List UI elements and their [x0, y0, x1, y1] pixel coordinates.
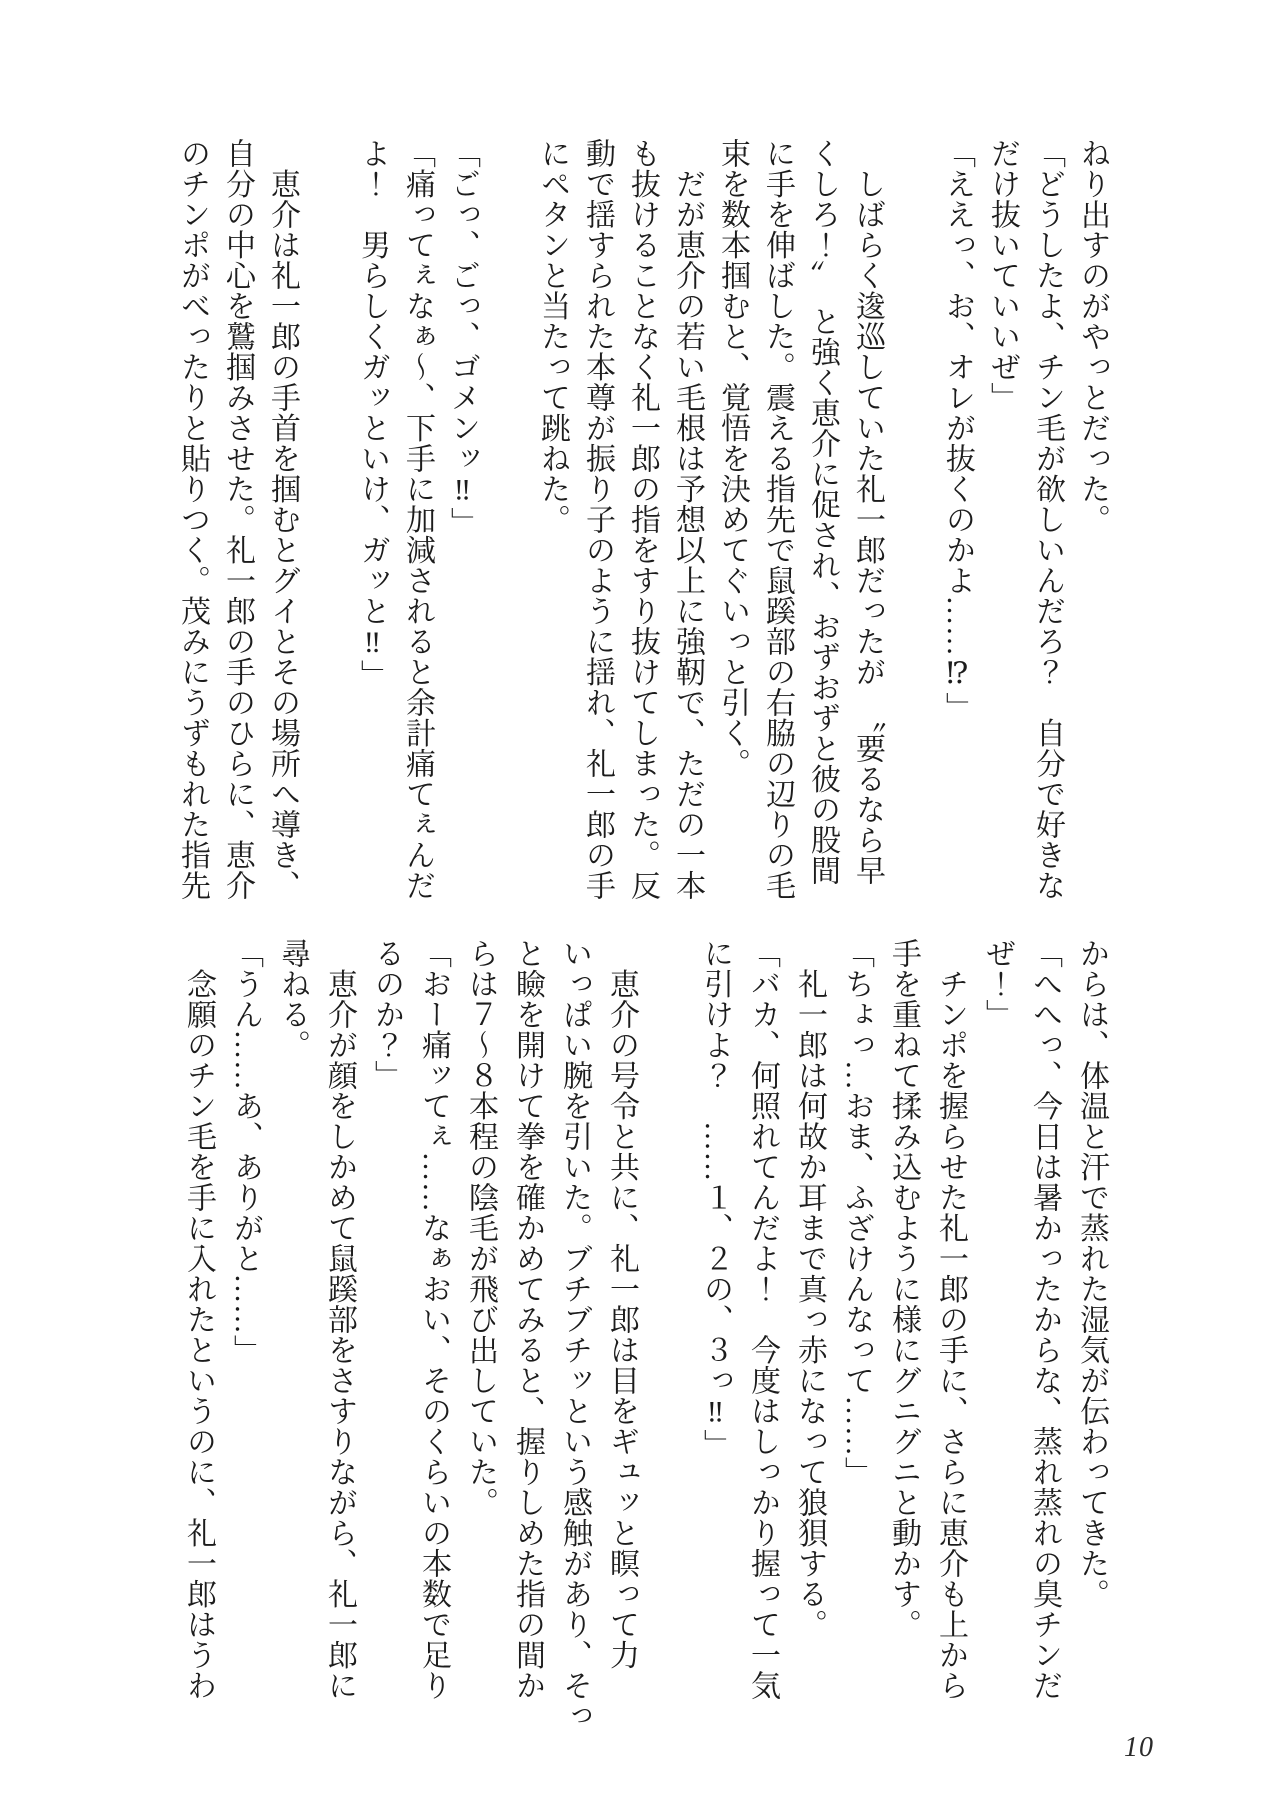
text-column: らは７〜８本程の陰毛が飛び出していた。 — [464, 938, 497, 1518]
text-column: 「へへっ、今日は暑かったからな、蒸れ蒸れの臭チンだ — [1028, 938, 1061, 1701]
text-block-upper — [170, 138, 1115, 900]
text-column: 恵介は礼一郎の手首を掴むとグイとその場所へ導き、 — [266, 138, 299, 901]
text-column: 自分の中心を鷲掴みさせた。礼一郎の手のひらに、恵介 — [221, 138, 254, 901]
text-block-lower — [175, 938, 1115, 1731]
text-column — [305, 138, 350, 900]
text-column: ぜ！」 — [981, 938, 1014, 1030]
text-column: だが恵介の若い毛根は予想以上に強靭で、ただの一本 — [671, 138, 704, 901]
text-column: チンポを握らせた礼一郎の手に、さらに恵介も上から — [934, 938, 967, 1701]
text-column — [485, 138, 530, 900]
text-column: しばらく逡巡していた礼一郎だったが 〝要るなら早 — [851, 138, 884, 886]
text-column: 「痛ってぇなぁ〜、下手に加減されると余計痛てぇんだ — [401, 138, 434, 901]
text-column: も抜けることなく礼一郎の指をすり抜けてしまった。反 — [626, 138, 659, 901]
text-column: のチンポがべったりと貼りつく。茂みにうずもれた指先 — [176, 138, 209, 901]
text-column: るのか？」 — [370, 938, 403, 1091]
text-column: 尋ねる。 — [276, 938, 309, 1060]
text-column: 「ちょっ…おま、ふざけんなって……」 — [840, 938, 873, 1487]
text-column: 礼一郎は何故か耳まで真っ赤になって狼狽する。 — [793, 938, 826, 1640]
text-column: にペタンと当たって跳ねた。 — [536, 138, 569, 535]
text-column: 「うん……あ、ありがと……」 — [229, 938, 262, 1365]
text-column: 「バカ、何照れてんだよ！ 今度はしっかり握って一気 — [746, 938, 779, 1701]
text-column — [645, 938, 692, 1708]
text-column: に手を伸ばした。震える指先で鼠蹊部の右脇の辺りの毛 — [761, 138, 794, 901]
text-column: 念願のチン毛を手に入れたというのに、礼一郎はうわ — [182, 938, 215, 1701]
text-column: 恵介の号令と共に、礼一郎は目をギュッと瞑って力 — [605, 938, 638, 1670]
text-column: 動で揺すられた本尊が振り子のように揺れ、礼一郎の手 — [581, 138, 614, 901]
text-column: からは、体温と汗で蒸れた湿気が伝わってきた。 — [1075, 938, 1108, 1609]
text-column: 「ええっ、お、オレが抜くのかよ……⁉」 — [941, 138, 974, 723]
text-column: いっぱい腕を引いた。ブチブチッという感触があり、そっ — [558, 938, 591, 1731]
text-column: と瞼を開けて拳を確かめてみると、握りしめた指の間か — [511, 938, 544, 1701]
text-column: だけ抜いていいぜ」 — [986, 138, 1019, 413]
text-column: 恵介が顔をしかめて鼠蹊部をさすりながら、礼一郎に — [323, 938, 356, 1701]
text-column: 「おー痛ッてぇ……なぁおい、そのくらいの本数で足り — [417, 938, 450, 1701]
text-column: 「どうしたよ、チン毛が欲しいんだろ？ 自分で好きな — [1031, 138, 1064, 901]
text-column: ねり出すのがやっとだった。 — [1076, 138, 1109, 535]
text-column: に引けよ？ ……１、２の、３っ‼」 — [699, 938, 732, 1460]
text-column: よ！ 男らしくガッといけ、ガッと‼」 — [356, 138, 389, 690]
text-column: 「ごっ、ごっ、ゴメンッ‼」 — [446, 138, 479, 538]
text-column: 束を数本掴むと、覚悟を決めてぐいっと引く。 — [716, 138, 749, 779]
page-number: 10 — [1124, 1732, 1154, 1763]
text-column — [890, 138, 935, 900]
text-column: くしろ！〟 と強く恵介に促され、おずおずと彼の股間 — [806, 138, 839, 886]
text-column: 手を重ねて揉み込むように様にグニグニと動かす。 — [887, 938, 920, 1640]
